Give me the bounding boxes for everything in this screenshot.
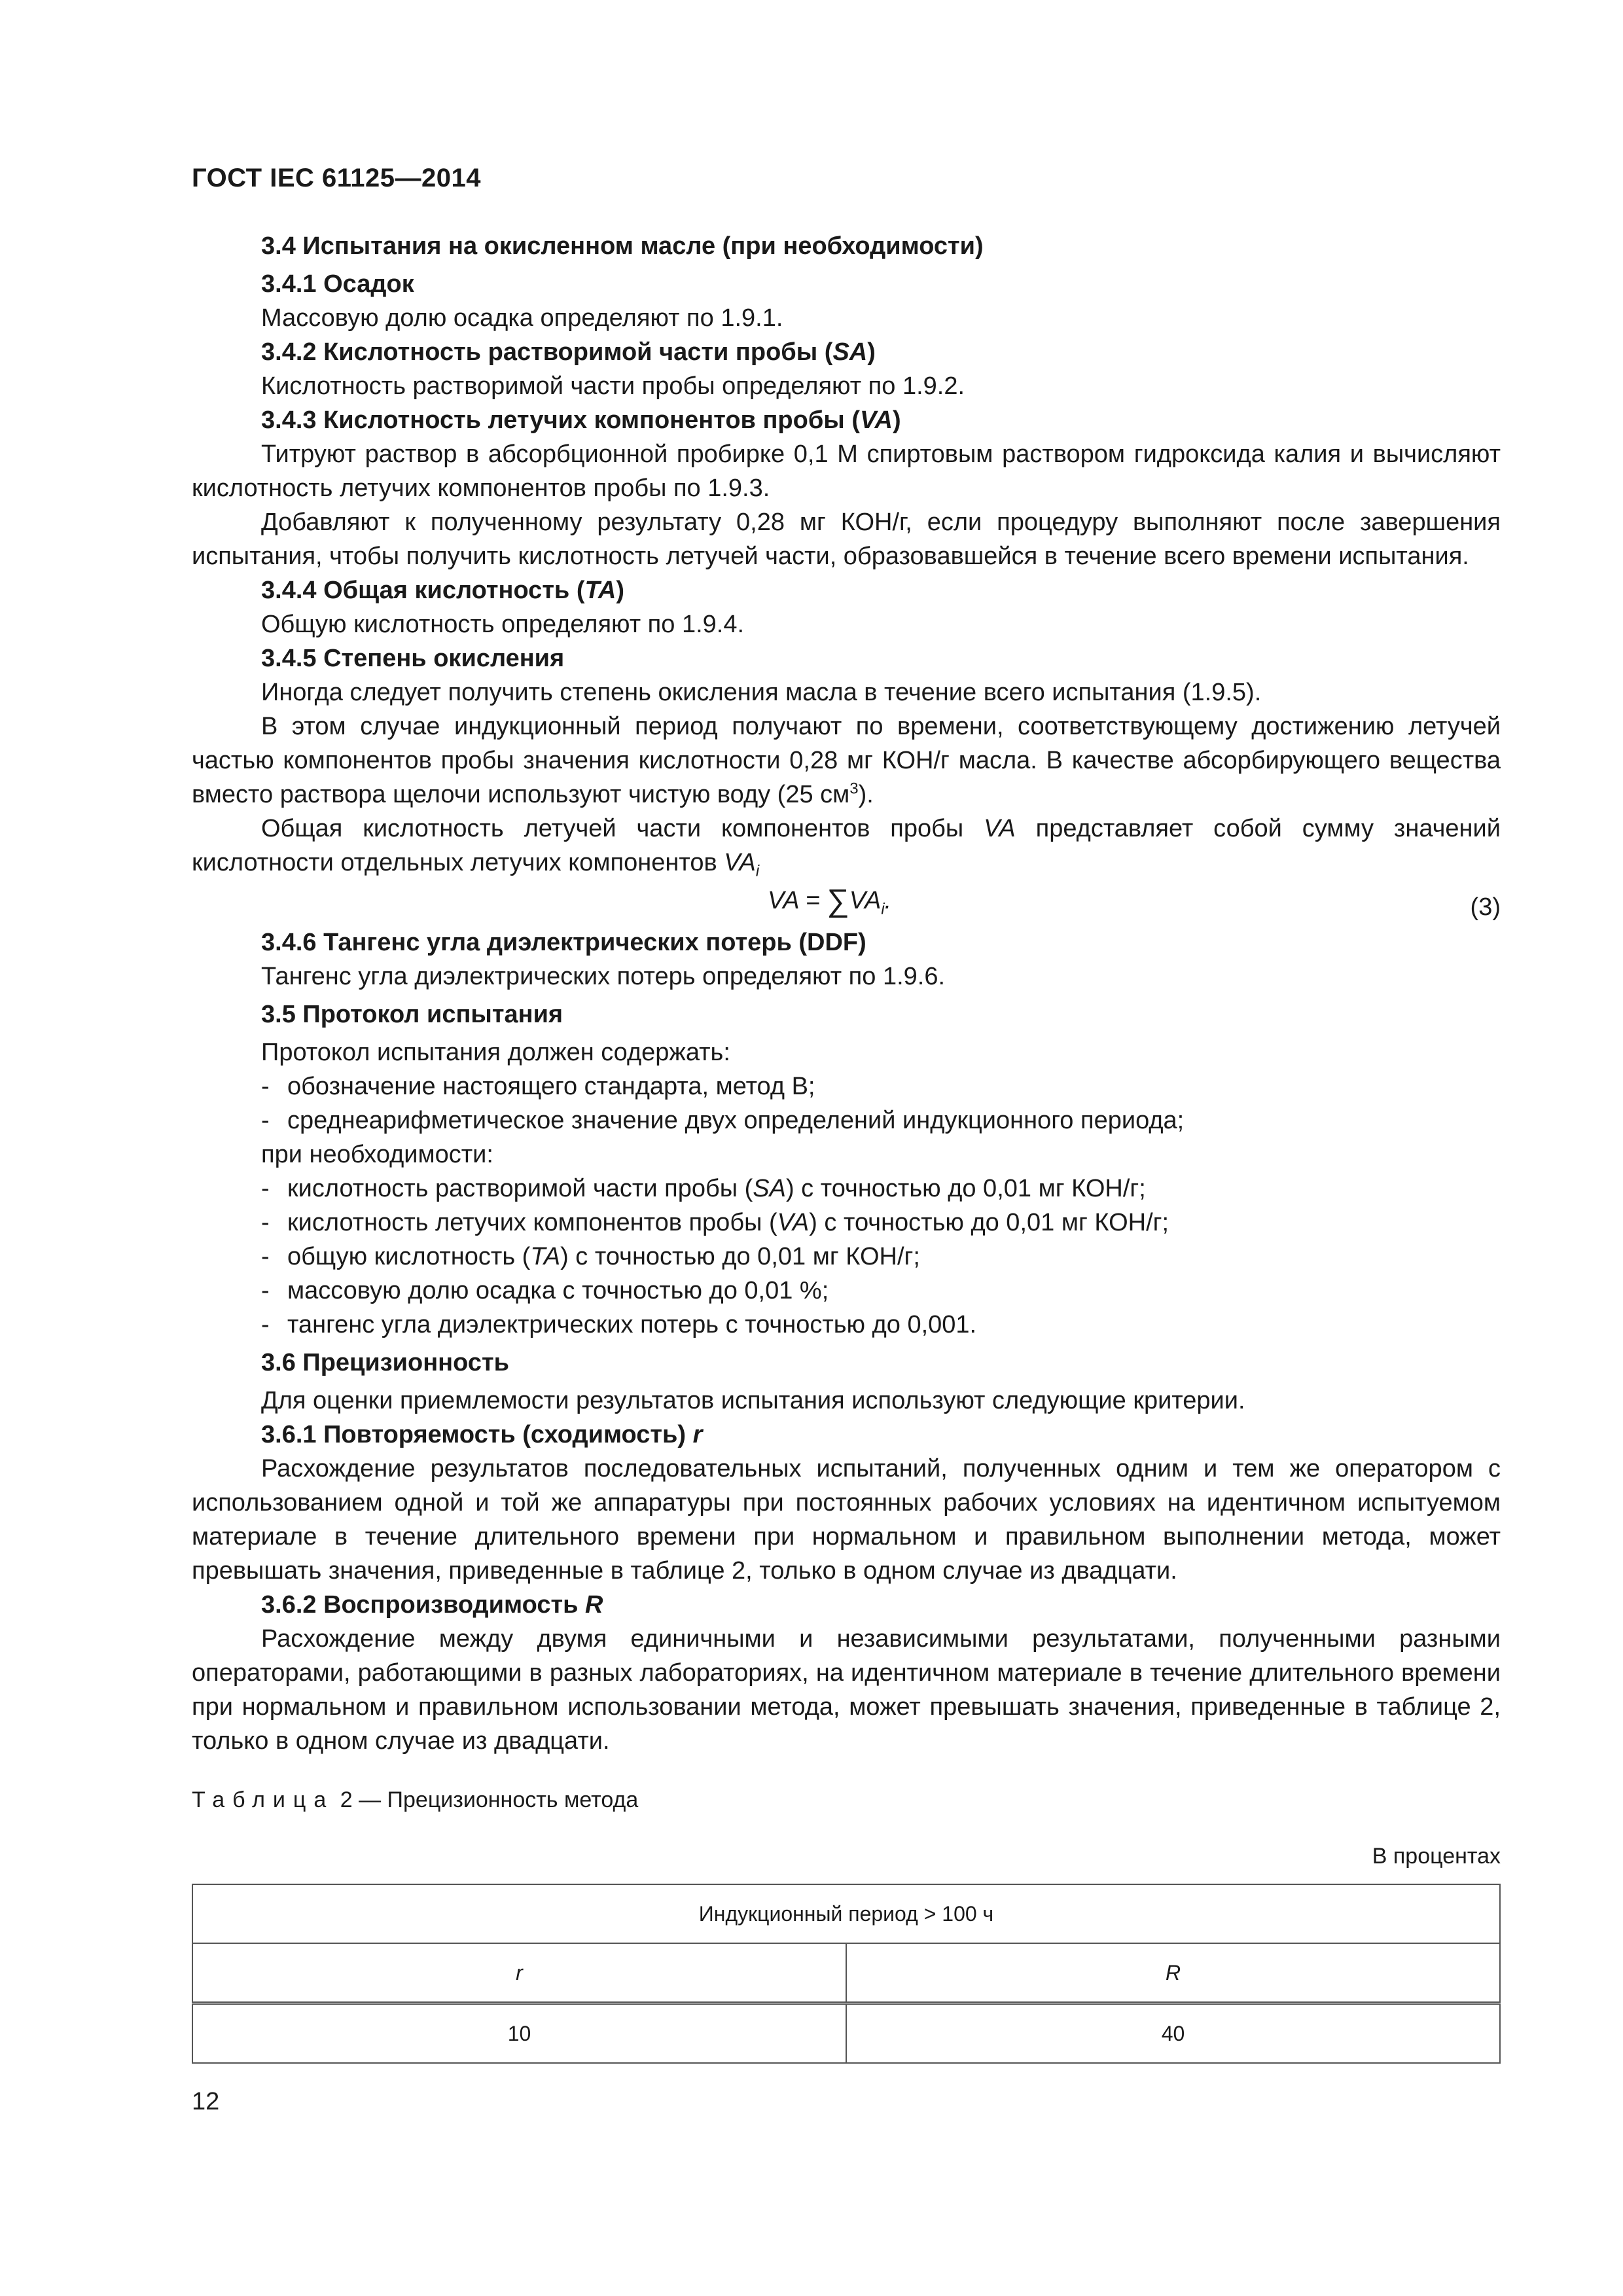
report-list xyxy=(192,1069,1501,1342)
list-dash: - xyxy=(261,1243,270,1270)
formula-lhs: VA = xyxy=(768,887,827,914)
list-dash: - xyxy=(261,1209,270,1236)
table-caption-text: 2 — Прецизионность метода xyxy=(334,1787,639,1812)
formula-term: VA xyxy=(849,887,882,914)
precision-table xyxy=(192,1884,1501,2064)
symbol: VA xyxy=(859,406,893,434)
list-dash: - xyxy=(261,1311,270,1338)
subsection-heading xyxy=(192,1588,1501,1622)
list-dash: - xyxy=(261,1073,270,1100)
heading-text: 3.6.1 Повторяемость (сходимость) xyxy=(261,1421,693,1448)
table-header-cell: r xyxy=(192,1943,846,2003)
paragraph: Расхождение результатов последовательных испытаний, полученных одним и тем же оператором с использованием одной и той же аппаратуры при постоянных рабочих условиях на идентичном испытуемом материале в течение длительного времени при нормальном и правильном выполнении метода, может превышать значения, приведенные в таблице 2, только в одном случае из двадцати. xyxy=(192,1455,1501,1585)
section-heading: 3.5 Протокол испытания xyxy=(261,1001,563,1028)
paragraph: Для оценки приемлемости результатов испытания используют следующие критерии. xyxy=(261,1387,1245,1414)
table-caption xyxy=(192,1783,1501,1817)
heading-text: 3.4.2 Кислотность растворимой части пробы ( xyxy=(261,338,833,366)
list-note: при необходимости: xyxy=(261,1141,493,1168)
subsection-heading: 3.4.1 Осадок xyxy=(261,270,414,298)
paragraph: Иногда следует получить степень окисления масла в течение всего испытания (1.9.5). xyxy=(261,679,1262,706)
formula-expression xyxy=(768,884,891,918)
paragraph xyxy=(192,812,1501,880)
list-item-text: кислотность растворимой части пробы ( xyxy=(287,1175,753,1202)
list-item xyxy=(261,1069,1501,1103)
list-item-text: массовую долю осадка с точностью до 0,01 %; xyxy=(287,1277,829,1304)
subscript: i xyxy=(755,862,760,880)
formula xyxy=(192,881,1501,923)
paragraph: Тангенс угла диэлектрических потерь определяют по 1.9.6. xyxy=(261,963,946,990)
list-item xyxy=(261,1206,1501,1240)
list-item-text: общую кислотность ( xyxy=(287,1243,531,1270)
formula-subscript: i xyxy=(881,900,885,918)
paragraph: Протокол испытания должен содержать: xyxy=(261,1039,730,1066)
heading-text: ) xyxy=(892,406,901,434)
symbol: VA xyxy=(984,815,1016,842)
paragraph: Массовую долю осадка определяют по 1.9.1. xyxy=(261,304,783,332)
paragraph-text: ). xyxy=(858,781,874,808)
subsection-heading xyxy=(192,335,1501,369)
sum-symbol: ∑ xyxy=(827,884,849,918)
heading-text: 3.4.4 Общая кислотность ( xyxy=(261,577,585,604)
symbol: TA xyxy=(584,577,616,604)
subsection-heading xyxy=(192,573,1501,607)
paragraph-text: представляет собой сумму значений кислотности отдельных летучих компонентов xyxy=(192,815,1501,876)
table-header-cell: Индукционный период > 100 ч xyxy=(192,1884,1500,1943)
table-units: В процентах xyxy=(1372,1844,1501,1869)
section-heading: 3.6 Прецизионность xyxy=(261,1349,509,1376)
page-number: 12 xyxy=(192,2088,220,2115)
table-row xyxy=(192,1884,1500,1943)
symbol: VA xyxy=(777,1209,810,1236)
symbol: VA xyxy=(724,849,756,876)
formula-end: . xyxy=(884,887,892,914)
superscript: 3 xyxy=(849,780,859,798)
table-caption-word: Таблица xyxy=(192,1787,334,1812)
paragraph: Общую кислотность определяют по 1.9.4. xyxy=(261,611,745,638)
heading-text: 3.6.2 Воспроизводимость xyxy=(261,1591,586,1619)
symbol: SA xyxy=(753,1175,786,1202)
heading-text: ) xyxy=(867,338,876,366)
list-item-text: ) с точностью до 0,01 мг КОН/г; xyxy=(785,1175,1146,1202)
paragraph xyxy=(192,709,1501,812)
symbol: SA xyxy=(832,338,868,366)
list-dash: - xyxy=(261,1107,270,1134)
list-dash: - xyxy=(261,1277,270,1304)
list-item xyxy=(261,1274,1501,1308)
list-item-text: обозначение настоящего стандарта, метод В; xyxy=(287,1073,815,1100)
list-item-text: ) с точностью до 0,01 мг КОН/г; xyxy=(809,1209,1169,1236)
paragraph: Титруют раствор в абсорбционной пробирке 0,1 М спиртовым раствором гидроксида калия и вычисляют кислотность летучих компонентов пробы по 1.9.3. xyxy=(192,440,1501,502)
list-item xyxy=(261,1103,1501,1138)
standard-designation: ГОСТ IEC 61125—2014 xyxy=(192,164,481,192)
paragraph: Кислотность растворимой части пробы определяют по 1.9.2. xyxy=(261,372,965,400)
list-item xyxy=(261,1172,1501,1206)
subsection-heading xyxy=(192,403,1501,437)
symbol: r xyxy=(692,1421,703,1448)
section-heading: 3.4 Испытания на окисленном масле (при необходимости) xyxy=(261,232,984,260)
table-header-cell: R xyxy=(846,1943,1500,2003)
symbol: TA xyxy=(530,1243,561,1270)
symbol: R xyxy=(585,1591,603,1619)
heading-text: ) xyxy=(616,577,625,604)
table-cell: 10 xyxy=(192,2003,846,2064)
heading-text: 3.4.3 Кислотность летучих компонентов пробы ( xyxy=(261,406,860,434)
list-item-text: тангенс угла диэлектрических потерь с точностью до 0,001. xyxy=(287,1311,977,1338)
list-item-text: ) с точностью до 0,01 мг КОН/г; xyxy=(560,1243,920,1270)
table-row xyxy=(192,1943,1500,2003)
list-item xyxy=(261,1240,1501,1274)
document-body xyxy=(192,229,1501,2064)
list-item-text: кислотность летучих компонентов пробы ( xyxy=(287,1209,777,1236)
paragraph: Расхождение между двумя единичными и независимыми результатами, полученными разными операторами, работающими в разных лабораториях, на идентичном материале в течение длительного времени при нормальном и правильном использовании метода, может превышать значения, приведенные в таблице 2, только в одном случае из двадцати. xyxy=(192,1625,1501,1755)
paragraph: Добавляют к полученному результату 0,28 мг КОН/г, если процедуру выполняют после завершения испытания, чтобы получить кислотность летучей части, образовавшейся в течение всего времени испытания. xyxy=(192,509,1501,570)
table-cell: 40 xyxy=(846,2003,1500,2064)
list-item-text: среднеарифметическое значение двух определений индукционного периода; xyxy=(287,1107,1185,1134)
list-dash: - xyxy=(261,1175,270,1202)
paragraph-text: В этом случае индукционный период получают по времени, соответствующему достижению летучей частью компонентов пробы значения кислотности 0,28 мг КОН/г масла. В качестве абсорбирующего вещества вместо раствора щелочи используют чистую воду (25 см xyxy=(192,713,1501,808)
table-row xyxy=(192,2003,1500,2064)
subsection-heading: 3.4.6 Тангенс угла диэлектрических потерь (DDF) xyxy=(261,929,866,956)
subsection-heading: 3.4.5 Степень окисления xyxy=(261,645,565,672)
formula-number: (3) xyxy=(1470,893,1501,921)
subsection-heading xyxy=(192,1418,1501,1452)
list-item xyxy=(261,1308,1501,1342)
paragraph-text: Общая кислотность летучей части компонентов пробы xyxy=(261,815,984,842)
